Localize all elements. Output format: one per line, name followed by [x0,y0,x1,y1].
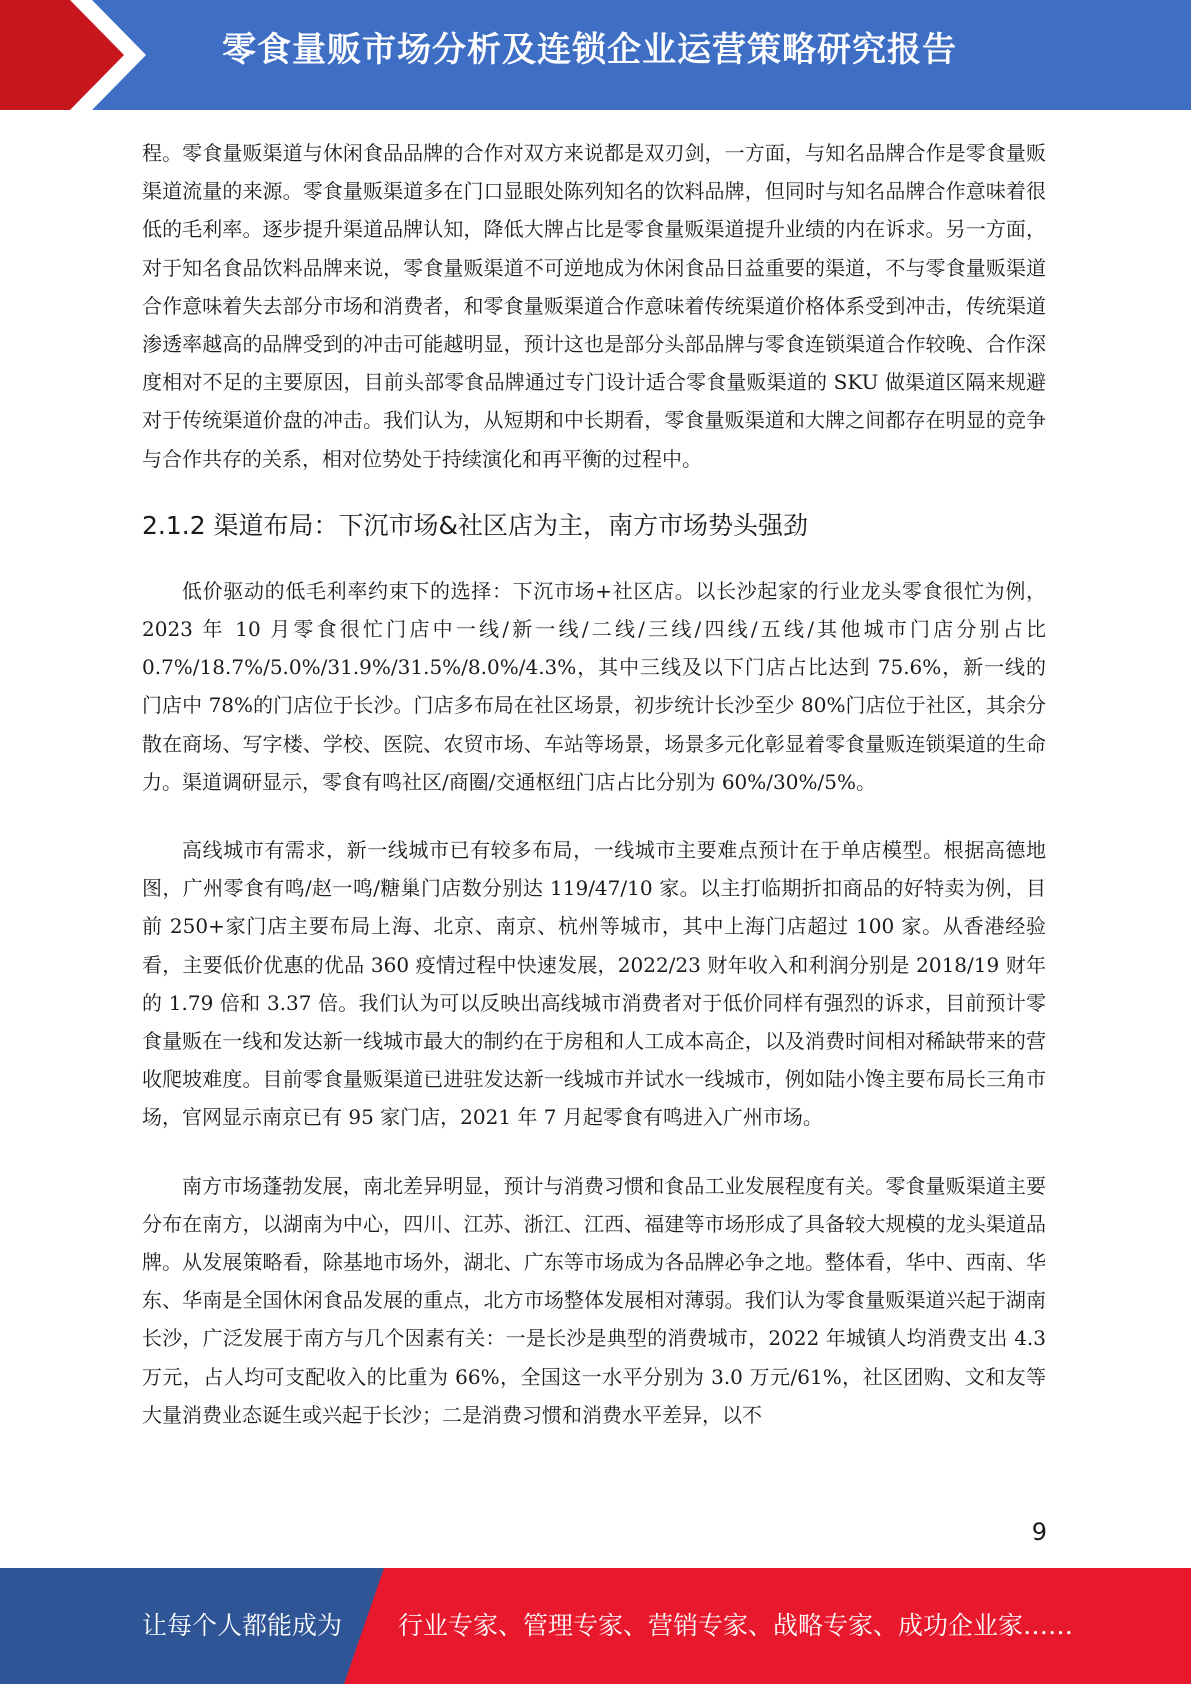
page-content [142,130,1046,1434]
page-header [0,0,1191,110]
report-title: 零食量贩市场分析及连锁企业运营策略研究报告 [222,30,957,70]
footer-slogan-left: 让每个人都能成为 [142,1611,343,1640]
page-number: 9 [1031,1518,1047,1546]
body-paragraph: 高线城市有需求，新一线城市已有较多布局，一线城市主要难点预计在于单店模型。根据高德地图，广州零食有鸣/赵一鸣/糖巢门店数分别达 119/47/10 家。以主打临期折扣商品的好特卖为例，目前 250+家门店主要布局上海、北京、南京、杭州等城市，其中上海门店超过 100 家。从香港经验看，主要低价优惠的优品 360 疫情过程中快速发展，2022/23 财年收入和利润分别是 2018/19 财年的 1.79 倍和 3.37 倍。我们认为可以反映出高线城市消费者对于低价同样有强烈的诉求，目前预计零食量贩在一线和发达新一线城市最大的制约在于房租和人工成本高企，以及消费时间相对稀缺带来的营收爬坡难度。目前零食量贩渠道已进驻发达新一线城市并试水一线城市，例如陆小馋主要布局长三角市场，官网显示南京已有 95 家门店，2021 年 7 月起零食有鸣进入广州市场。 [142,838,1046,1130]
footer-slogan-right: 行业专家、管理专家、营销专家、战略专家、成功企业家…… [398,1611,1074,1640]
page-footer [0,1568,1191,1684]
body-paragraph-continued: 程。零食量贩渠道与休闲食品品牌的合作对双方来说都是双刃剑，一方面，与知名品牌合作是零食量贩渠道流量的来源。零食量贩渠道多在门口显眼处陈列知名的饮料品牌，但同时与知名品牌合作意味着很低的毛利率。逐步提升渠道品牌认知，降低大牌占比是零食量贩渠道提升业绩的内在诉求。另一方面，对于知名食品饮料品牌来说，零食量贩渠道不可逆地成为休闲食品日益重要的渠道，不与零食量贩渠道合作意味着失去部分市场和消费者，和零食量贩渠道合作意味着传统渠道价格体系受到冲击，传统渠道渗透率越高的品牌受到的冲击可能越明显，预计这也是部分头部品牌与零食连锁渠道合作较晚、合作深度相对不足的主要原因，目前头部零食品牌通过专门设计适合零食量贩渠道的 SKU 做渠道区隔来规避对于传统渠道价盘的冲击。我们认为，从短期和中长期看，零食量贩渠道和大牌之间都存在明显的竞争与合作共存的关系，相对位势处于持续演化和再平衡的过程中。 [142,141,1046,471]
body-paragraph: 低价驱动的低毛利率约束下的选择：下沉市场+社区店。以长沙起家的行业龙头零食很忙为例，2023 年 10 月零食很忙门店中一线/新一线/二线/三线/四线/五线/其他城市门店分别占比 0.7%/18.7%/5.0%/31.9%/31.5%/8.0%/4.3%，其中三线及以下门店占比达到 75.6%，新一线的门店中 78%的门店位于长沙。门店多布局在社区场景，初步统计长沙至少 80%门店位于社区，其余分散在商场、写字楼、学校、医院、农贸市场、车站等场景，场景多元化彰显着零食量贩连锁渠道的生命力。渠道调研显示，零食有鸣社区/商圈/交通枢纽门店占比分别为 60%/30%/5%。 [142,578,1046,794]
section-heading: 2.1.2 渠道布局：下沉市场&社区店为主，南方市场势头强劲 [142,510,809,540]
body-paragraph: 南方市场蓬勃发展，南北差异明显，预计与消费习惯和食品工业发展程度有关。零食量贩渠道主要分布在南方，以湖南为中心，四川、江苏、浙江、江西、福建等市场形成了具备较大规模的龙头渠道品牌。从发展策略看，除基地市场外，湖北、广东等市场成为各品牌必争之地。整体看，华中、西南、华东、华南是全国休闲食品发展的重点，北方市场整体发展相对薄弱。我们认为零食量贩渠道兴起于湖南长沙，广泛发展于南方与几个因素有关：一是长沙是典型的消费城市，2022 年城镇人均消费支出 4.3 万元，占人均可支配收入的比重为 66%，全国这一水平分别为 3.0 万元/61%，社区团购、文和友等大量消费业态诞生或兴起于长沙；二是消费习惯和消费水平差异，以不 [142,1173,1046,1427]
